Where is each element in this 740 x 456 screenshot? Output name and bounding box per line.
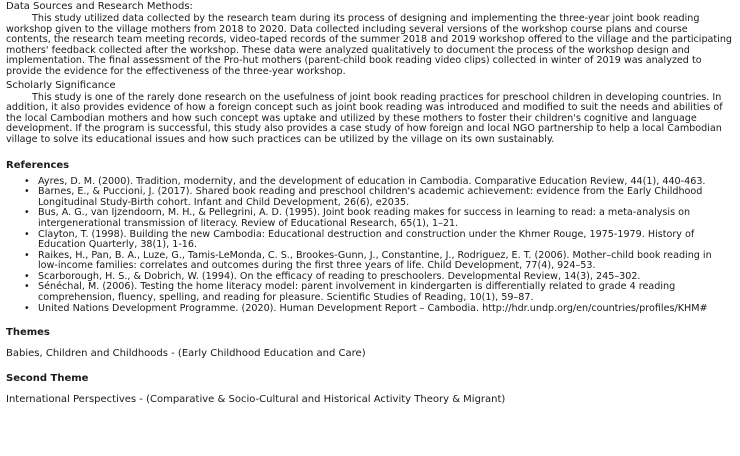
document-page	[6, 0, 734, 406]
reference-item: • Clayton, T. (1998). Building the new Cambodia: Educational destruction and construction under the Khmer Rouge, 1975-1979. History of Education Quarterly, 38(1), 1-16.	[38, 230, 734, 251]
reference-item: • Sénéchal, M. (2006). Testing the home literacy model: parent involvement in kindergarten is differentially related to grade 4 reading comprehension, fluency, spelling, and reading for pleasure. Scientific Studies of Reading, 10(1), 59–87.	[38, 282, 734, 303]
data-sources-paragraph: This study utilized data collected by the research team during its process of designing and implementing the three-year joint book reading workshop given to the village mothers from 2018 to 2020. Data collected including several versions of the workshop course plans and course contents, the research team meeting records, video-taped records of the summer 2018 and 2019 workshop offered to the village and the participating mothers' feedback collected after the workshop. These data were analyzed qualitatively to document the process of the workshop design and implementation. The final assessment of the Pro-hut mothers (parent-child book reading video clips) collected in winter of 2019 was analyzed to provide the evidence for the effectiveness of the three-year workshop.	[6, 13, 733, 77]
reference-item: • Bus, A. G., van Ijzendoorn, M. H., & Pellegrini, A. D. (1995). Joint book reading makes for success in learning to read: a meta-analysis on intergenerational transmission of literacy. Review of Educational Research, 65(1), 1–21.	[38, 208, 734, 229]
references-list	[6, 177, 734, 315]
second-theme-heading: Second Theme	[6, 373, 89, 385]
data-sources-heading: Data Sources and Research Methods:	[6, 1, 193, 12]
reference-item: • United Nations Development Programme. (2020). Human Development Report – Cambodia. http://hdr.undp.org/en/countries/profiles/KHM#	[38, 304, 734, 315]
reference-item: • Barnes, E., & Puccioni, J. (2017). Shared book reading and preschool children's academic achievement: evidence from the Early Childhood Longitudinal Study-Birth cohort. Infant and Child Development, 26(6), e2035.	[38, 187, 734, 208]
references-heading: References	[6, 159, 70, 171]
scholarly-significance-heading: Scholarly Significance	[6, 79, 116, 91]
reference-item: • Scarborough, H. S., & Dobrich, W. (1994). On the efficacy of reading to preschoolers. Developmental Review, 14(3), 245–302.	[38, 272, 734, 283]
reference-item: • Raikes, H., Pan, B. A., Luze, G., Tamis-LeMonda, C. S., Brookes-Gunn, J., Constantine, J., Rodriguez, E. T. (2006). Mother–child book reading in low-income families: correlates and outcomes during the first three years of life. Child Development, 77(4), 924–53.	[38, 251, 734, 272]
themes-heading: Themes	[6, 327, 50, 339]
scholarly-significance-paragraph: This study is one of the rarely done research on the usefulness of joint book reading practices for preschool children in developing countries. In addition, it also provides evidence of how a foreign concept such as joint book reading was introduced and modified to suit the needs and abilities of the local Cambodian mothers and how such concept was uptake and utilized by these mothers to foster their children's cognitive and language development. If the program is successful, this study also provides a case study of how foreign and local NGO partnership to help a local Cambodian village to solve its educational issues and how such practices can be utilized by the village on its own sustainably.	[6, 91, 723, 145]
themes-value: Babies, Children and Childhoods - (Early Childhood Education and Care)	[6, 348, 366, 360]
second-theme-value: International Perspectives - (Comparative & Socio-Cultural and Historical Activity Theory & Migrant)	[6, 394, 506, 406]
reference-item: • Ayres, D. M. (2000). Tradition, modernity, and the development of education in Cambodia. Comparative Education Review, 44(1), 440-463.	[38, 177, 734, 188]
